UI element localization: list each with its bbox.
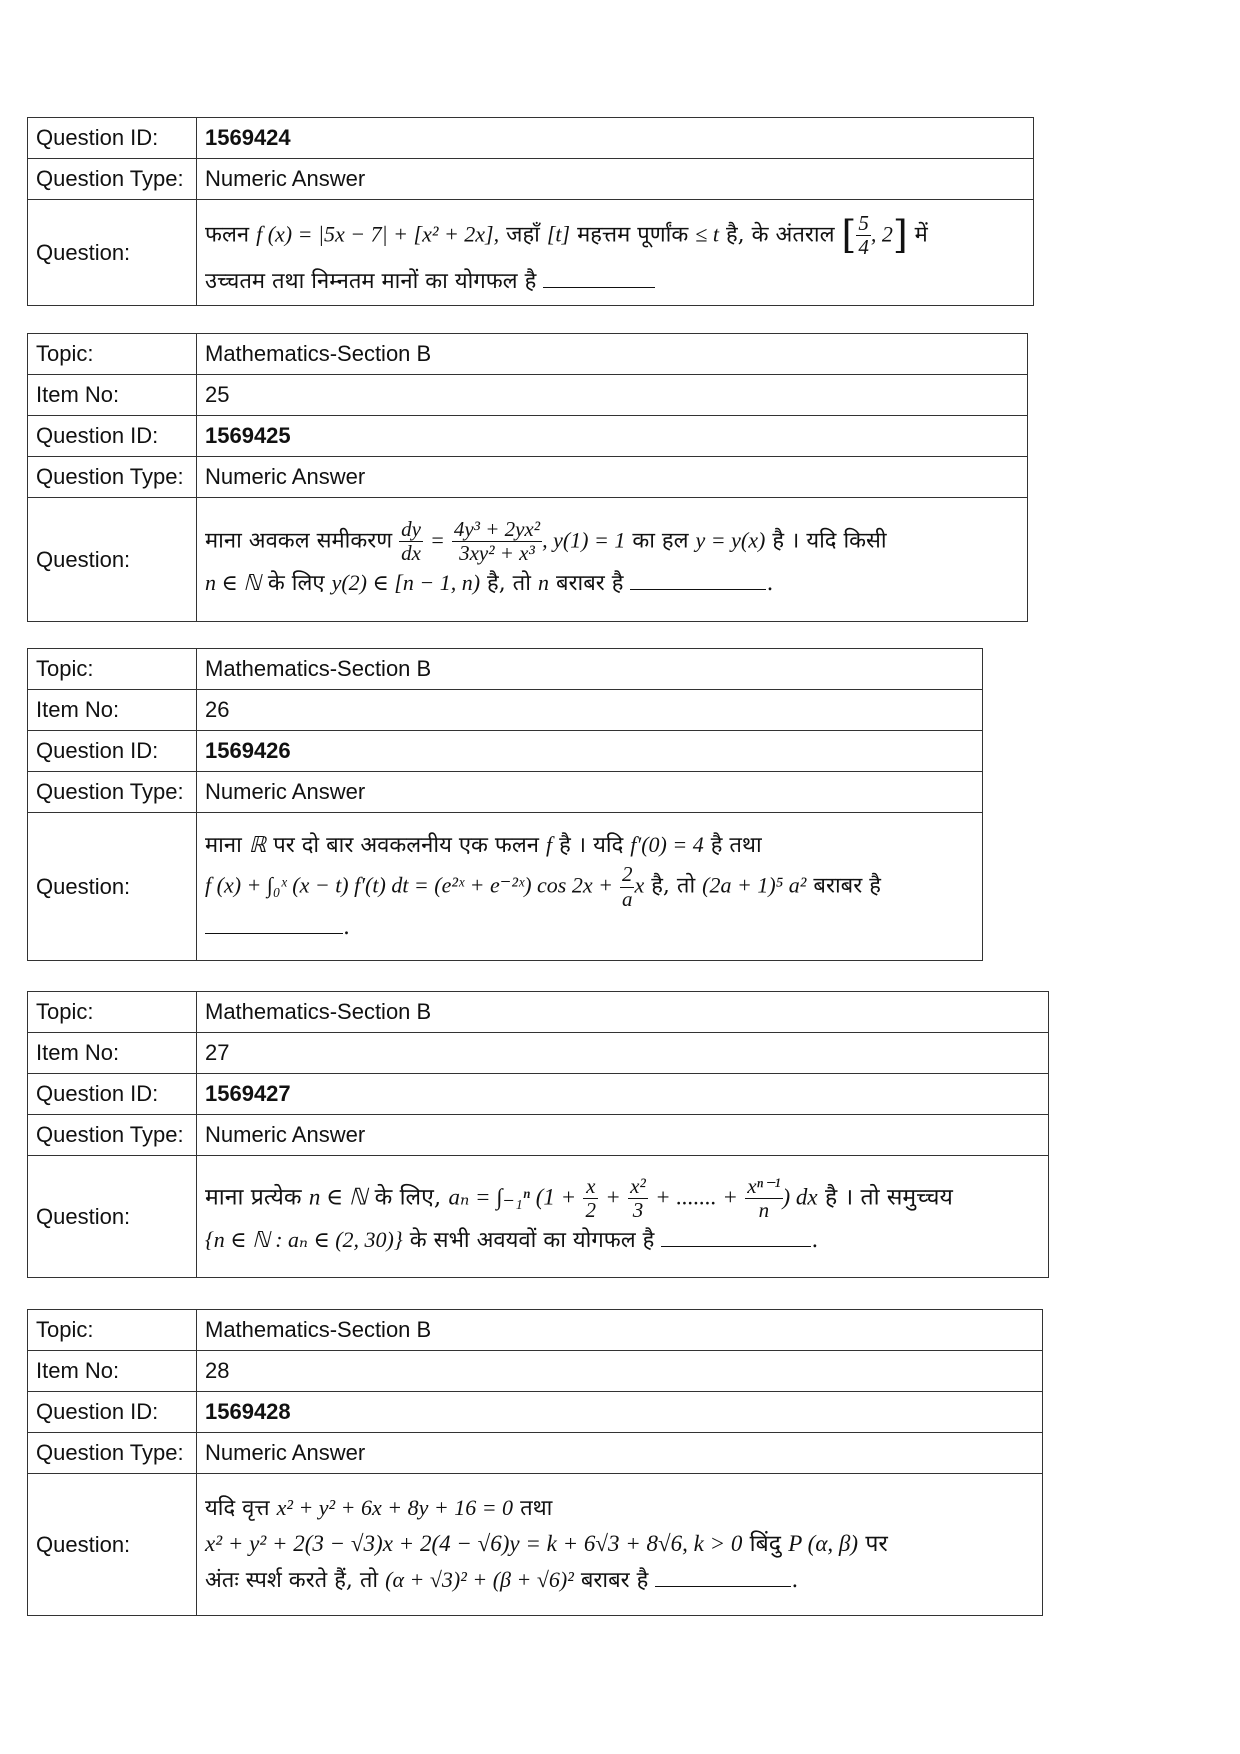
q-text: बिंदु [749, 1531, 781, 1558]
label-question: Question: [28, 1474, 197, 1616]
topic: Mathematics-Section B [197, 1310, 1043, 1351]
q-math: ℝ [248, 832, 267, 858]
question-table-25 [27, 333, 1028, 622]
label-item-no: Item No: [28, 690, 197, 731]
label-topic: Topic: [28, 1310, 197, 1351]
q-text: है । तो समुच्चय [824, 1184, 953, 1211]
q-math: , 2 [870, 221, 893, 247]
label-item-no: Item No: [28, 1033, 197, 1074]
q-text: है, तो [651, 874, 696, 899]
q-text: पर [865, 1531, 888, 1558]
question-type: Numeric Answer [197, 457, 1028, 498]
q-text: है । यदि [559, 833, 624, 859]
q-math: + ....... + [655, 1184, 738, 1210]
label-question-type: Question Type: [28, 1433, 197, 1474]
question-table-26 [27, 648, 983, 961]
label-question-id: Question ID: [28, 118, 197, 159]
q-math: x² + y² + 6x + 8y + 16 = 0 [276, 1495, 514, 1521]
label-question-id: Question ID: [28, 1392, 197, 1433]
q-text: के लिए [267, 570, 325, 596]
q-math: y = y(x) [695, 527, 766, 553]
answer-blank [655, 1564, 791, 1587]
question-table-27 [27, 991, 1049, 1278]
label-question: Question: [28, 813, 197, 961]
question-type: Numeric Answer [197, 1115, 1049, 1156]
q-math: {n ∈ ℕ : aₙ ∈ (2, 30)} [205, 1226, 403, 1252]
answer-blank [661, 1224, 811, 1247]
q-math: y(2) ∈ [n − 1, n) [331, 569, 481, 595]
question-type: Numeric Answer [197, 1433, 1043, 1474]
question-id: 1569428 [197, 1392, 1043, 1433]
q-text: महत्तम पूर्णांक [577, 222, 689, 248]
question-id: 1569427 [197, 1074, 1049, 1115]
q-math: n ∈ ℕ [205, 569, 261, 595]
label-question: Question: [28, 200, 197, 306]
question-id: 1569425 [197, 416, 1028, 457]
term-fraction: $\frac{\text{xⁿ⁻¹}}{n}$ [747, 1174, 781, 1223]
question-type: Numeric Answer [197, 772, 983, 813]
q-math: (α + √3)² + (β + √6)² [385, 1566, 574, 1592]
q-math: x [634, 873, 645, 898]
q-math: ) dx [782, 1184, 818, 1210]
question-type: Numeric Answer [197, 159, 1034, 200]
q-text: माना [205, 833, 242, 859]
answer-blank [543, 265, 655, 288]
rhs-fraction: $\frac{\text{4y³ + 2yx²}}{\text{3xy² + x³}}$ [453, 517, 541, 566]
q-text: है तथा [710, 833, 762, 859]
answer-blank [205, 911, 343, 934]
q-math: x² + y² + 2(3 − √3)x + 2(4 − √6)y = k + 6√3 + 8√6, k > 0 [205, 1531, 743, 1557]
label-question-type: Question Type: [28, 1115, 197, 1156]
q-math: [t] [546, 221, 571, 247]
q-text: पर दो बार अवकलनीय एक फलन [273, 833, 539, 859]
label-question-type: Question Type: [28, 772, 197, 813]
q-text: तथा [520, 1496, 553, 1522]
interval-fraction: $\frac{5}{4}$ [858, 210, 869, 259]
q-text: है, के अंतराल [725, 222, 835, 248]
label-question-type: Question Type: [28, 457, 197, 498]
q-math: n [537, 569, 549, 595]
label-question-id: Question ID: [28, 731, 197, 772]
q-math: ≤ t [695, 221, 719, 247]
label-question: Question: [28, 498, 197, 622]
q-text: अंतः स्पर्श करते हैं, तो [205, 1567, 379, 1593]
label-question: Question: [28, 1156, 197, 1278]
question-table-24 [27, 117, 1034, 306]
q-text: माना अवकल समीकरण [205, 528, 393, 554]
question-text: माना ℝ पर दो बार अवकलनीय एक फलन f है । यदि f′(0) = 4 है तथा f (x) + ∫₀ˣ (x − t) f′(t) dt = (e²ˣ + e⁻²ˣ) cos 2x + $\frac{2}{a}$ x है, तो (2a + 1)⁵ a² बराबर है . [197, 813, 983, 961]
item-no: 26 [197, 690, 983, 731]
q-text: फलन [205, 222, 250, 248]
question-id: 1569424 [197, 118, 1034, 159]
q-math: , y(1) = 1 [542, 527, 626, 553]
q-math: f′(0) = 4 [630, 832, 704, 858]
q-math: f (x) + ∫₀ˣ (x − t) f′(t) dt = (e²ˣ + e⁻²ˣ) cos 2x + [205, 873, 613, 898]
term-fraction: $\frac{\text{x²}}{3}$ [630, 1174, 646, 1223]
q-text: यदि वृत्त [205, 1496, 270, 1522]
q-text: के लिए, [374, 1184, 442, 1211]
label-topic: Topic: [28, 992, 197, 1033]
q-math: aₙ = ∫₋₁ⁿ (1 + [448, 1184, 577, 1210]
label-question-id: Question ID: [28, 416, 197, 457]
question-text: फलन f (x) = |5x − 7| + [x² + 2x], जहाँ [t] महत्तम पूर्णांक ≤ t है, के अंतराल [ $\frac{5}{4}$ , 2] में उच्चतम तथा निम्नतम मानों का योगफल है [197, 200, 1034, 306]
q-text: जहाँ [506, 222, 540, 248]
q-text: उच्चतम तथा निम्नतम मानों का योगफल है [205, 268, 537, 294]
term-fraction: $\frac{x}{2}$ [585, 1174, 596, 1223]
q-text: है । यदि किसी [772, 528, 887, 554]
q-text: का हल [632, 528, 689, 554]
q-math: f (x) = |5x − 7| + [x² + 2x], [256, 221, 500, 247]
dydx-fraction: $\frac{dy}{dx}$ [401, 517, 421, 566]
q-math: (2a + 1)⁵ a² [702, 873, 807, 898]
question-text: माना अवकल समीकरण $\frac{dy}{dx}$ = $\frac{\text{4y³ + 2yx²}}{\text{3xy² + x³}}$ , y(1) = 1 का हल y = y(x) है । यदि किसी n ∈ ℕ के लिए y(2) ∈ [n − 1, n) है, तो n बराबर है . [197, 498, 1028, 622]
question-text: यदि वृत्त x² + y² + 6x + 8y + 16 = 0 तथा x² + y² + 2(3 − √3)x + 2(4 − √6)y = k + 6√3 + 8√6, k > 0 बिंदु P (α, β) पर अंतः स्पर्श करते हैं, तो (α + √3)² + (β + √6)² बराबर है . [197, 1474, 1043, 1616]
item-no: 25 [197, 375, 1028, 416]
question-id: 1569426 [197, 731, 983, 772]
item-no: 28 [197, 1351, 1043, 1392]
label-item-no: Item No: [28, 375, 197, 416]
q-text: माना प्रत्येक [205, 1184, 302, 1211]
answer-blank [630, 567, 766, 590]
topic: Mathematics-Section B [197, 649, 983, 690]
q-text: बराबर है [813, 874, 881, 899]
label-question-type: Question Type: [28, 159, 197, 200]
topic: Mathematics-Section B [197, 334, 1028, 375]
topic: Mathematics-Section B [197, 992, 1049, 1033]
q-math: f [545, 832, 553, 858]
q-text: बराबर है [580, 1567, 649, 1593]
question-text: माना प्रत्येक n ∈ ℕ के लिए, aₙ = ∫₋₁ⁿ (1 + $\frac{x}{2}$ + $\frac{\text{x²}}{3}$ + ....... + $\frac{\text{xⁿ⁻¹}}{n}$ ) dx है । तो समुच्चय {n ∈ ℕ : aₙ ∈ (2, 30)} के सभी अवयवों का योगफल है . [197, 1156, 1049, 1278]
label-question-id: Question ID: [28, 1074, 197, 1115]
q-math: P (α, β) [788, 1531, 859, 1557]
q-text: है, तो [487, 570, 531, 596]
label-topic: Topic: [28, 649, 197, 690]
question-table-28 [27, 1309, 1043, 1616]
q-text: के सभी अवयवों का योगफल है [409, 1227, 655, 1253]
item-no: 27 [197, 1033, 1049, 1074]
q-text: में [914, 222, 928, 248]
q-math: n ∈ ℕ [308, 1184, 368, 1210]
label-item-no: Item No: [28, 1351, 197, 1392]
coef-fraction: $\frac{2}{a}$ [621, 862, 633, 911]
label-topic: Topic: [28, 334, 197, 375]
q-text: बराबर है [555, 570, 624, 596]
